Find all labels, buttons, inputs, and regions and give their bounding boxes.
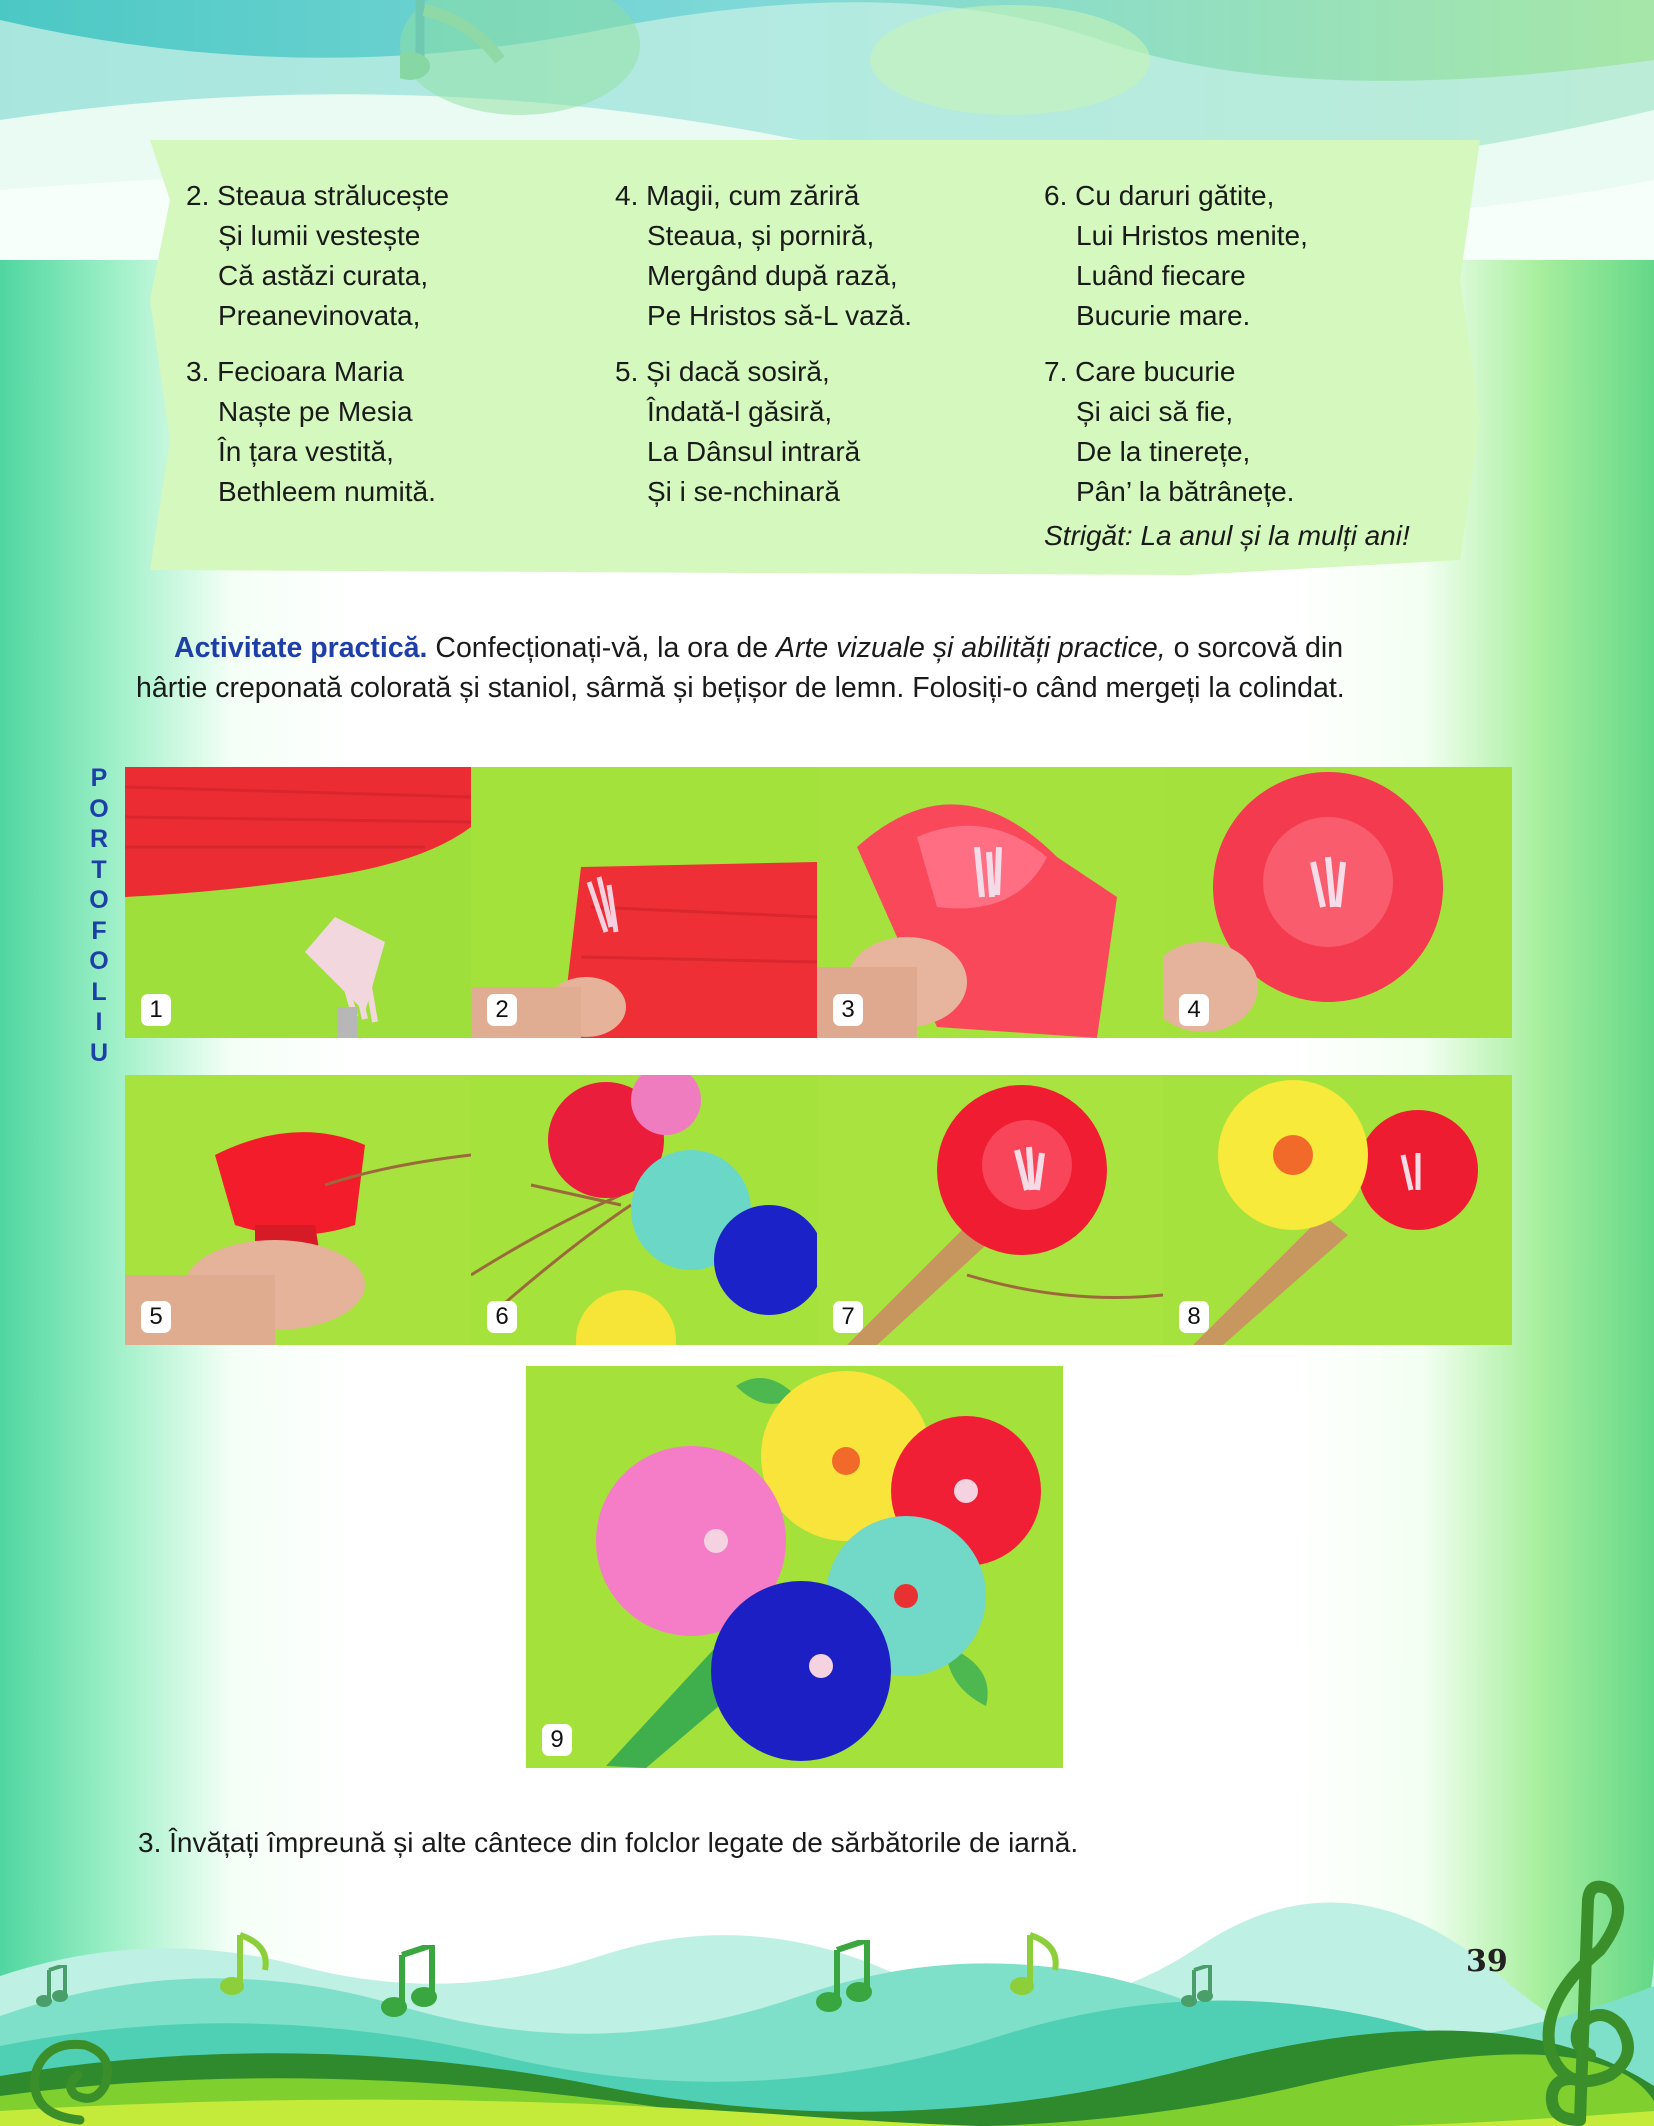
- step-photo-7: [817, 1075, 1163, 1345]
- music-note-icon: [220, 1930, 280, 2000]
- shout-line: Strigăt: La anul și la mulți ani!: [1044, 520, 1410, 551]
- verse-5: 5. Și dacă sosiră, Îndată-l găsiră, La Dânsul intrară Și i se-nchinară: [615, 356, 861, 507]
- step-photo-3: [817, 767, 1163, 1038]
- verse-2: 2. Steaua strălucește Și lumii vestește Că astăzi curata, Preanevinovata,: [186, 180, 450, 331]
- verse-7: 7. Care bucurie Și aici să fie, De la tinerețe, Pân’ la bătrânețe.: [1044, 356, 1295, 507]
- activity-paragraph: Activitate practică. Confecționați-vă, la ora de Arte vizuale și abilități practice, o sorcovă din hârtie creponată colorată și staniol, sârmă și bețișor de lemn. Folosiți-o când mergeți la colindat.: [136, 632, 1345, 704]
- step-label-1: 1: [141, 994, 171, 1026]
- music-note-icon: [35, 1965, 75, 2010]
- step-label-8: 8: [1179, 1301, 1209, 1333]
- step-label-3: 3: [833, 994, 863, 1026]
- music-note-icon: [1180, 1965, 1220, 2010]
- activity-heading: Activitate practică.: [174, 632, 428, 664]
- step-photo-2: [471, 767, 817, 1038]
- step-photo-6: [471, 1075, 817, 1345]
- step-label-5: 5: [141, 1301, 171, 1333]
- verse-4: 4. Magii, cum zăriră Steaua, și porniră, Mergând după rază, Pe Hristos să-L vază.: [615, 180, 913, 331]
- step-photo-8: [1163, 1075, 1512, 1345]
- step-photo-5: [125, 1075, 471, 1345]
- task-3-instruction: 3. Învățați împreună și alte cântece din folclor legate de sărbătorile de iarnă.: [138, 1827, 1079, 1858]
- page-number: 39: [1466, 1944, 1508, 1979]
- music-note-icon: [815, 1940, 885, 2020]
- verse-3: 3. Fecioara Maria Naște pe Mesia În țara vestită, Bethleem numită.: [186, 356, 436, 507]
- step-label-2: 2: [487, 994, 517, 1026]
- step-photo-4: [1163, 767, 1512, 1038]
- treble-clef-icon: [1510, 1880, 1650, 2126]
- step-label-4: 4: [1179, 994, 1209, 1026]
- music-note-icon: [400, 0, 520, 100]
- swirl-ornament-icon: [20, 2020, 140, 2126]
- verse-6: 6. Cu daruri gătite, Lui Hristos menite, Luând fiecare Bucurie mare.: [1044, 180, 1308, 331]
- music-note-icon: [1010, 1930, 1070, 2000]
- step-label-9: 9: [542, 1724, 572, 1756]
- step-label-7: 7: [833, 1301, 863, 1333]
- step-photo-9: [526, 1366, 1063, 1768]
- portfolio-vertical-label: P O R T O F O L I U: [89, 764, 109, 1067]
- music-note-icon: [380, 1945, 450, 2025]
- step-photo-1: [125, 767, 471, 1038]
- step-label-6: 6: [487, 1301, 517, 1333]
